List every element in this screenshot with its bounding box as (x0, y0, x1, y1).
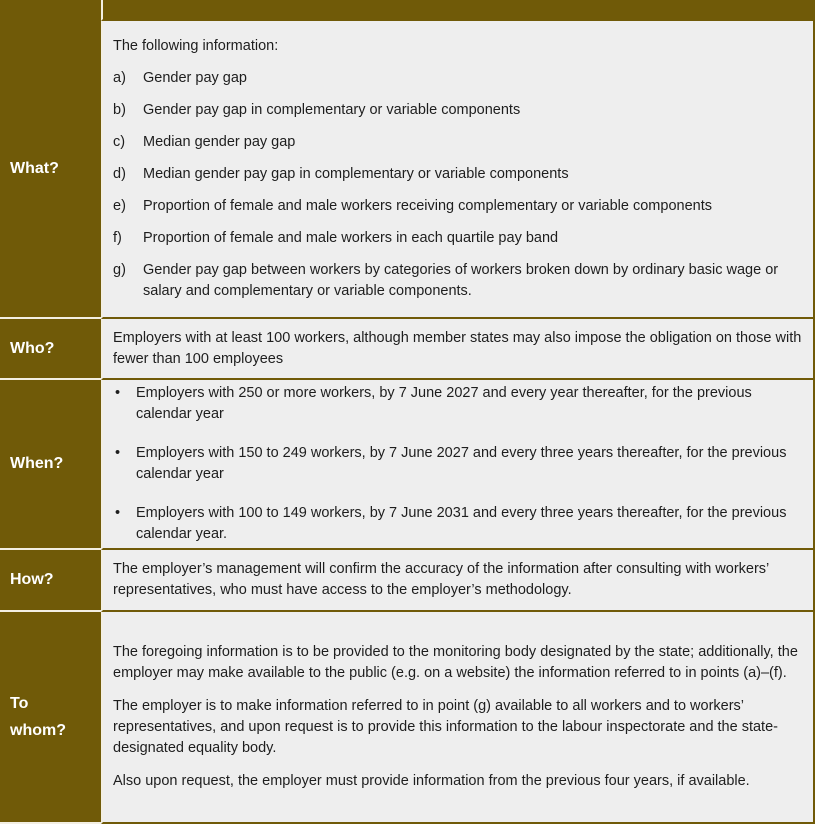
list-text: Employers with 100 to 149 workers, by 7 June 2031 and every three years thereafter, for the previous calendar year. (136, 505, 787, 542)
list-item (113, 132, 803, 153)
row-label-to-whom-text (10, 690, 66, 744)
to-whom-paragraph: Also upon request, the employer must provide information from the previous four years, if available. (113, 773, 750, 789)
list-text: Employers with 250 or more workers, by 7 June 2027 and every year thereafter, for the previous calendar year (136, 385, 752, 422)
list-marker: e) (113, 198, 126, 214)
bullet-marker: • (115, 505, 121, 521)
row-label-who (0, 319, 101, 380)
list-item (113, 100, 803, 121)
to-whom-paragraph: The employer is to make information referred to in point (g) available to all workers and to workers’ representatives, and upon request is to provide this information to the labour inspectorate and the state-designated equality body. (113, 698, 778, 756)
list-item (113, 164, 803, 185)
row-label-to-whom (0, 612, 101, 824)
list-text: Gender pay gap in complementary or variable components (143, 102, 521, 118)
list-text: Median gender pay gap (143, 134, 296, 150)
row-content-to-whom (101, 612, 815, 824)
row-label-to-whom-line1: To (10, 695, 29, 712)
row-content-how (101, 550, 815, 612)
row-label-to-whom-line2: whom? (10, 722, 66, 739)
list-marker: d) (113, 166, 126, 182)
list-marker: a) (113, 70, 126, 86)
to-whom-paragraph: The foregoing information is to be provided to the monitoring body designated by the state; additionally, the employer may make available to the public (e.g. on a website) the information referred to in points (a)–(f). (113, 644, 798, 681)
who-text: Employers with at least 100 workers, although member states may also impose the obligation on those with fewer than 100 employees (113, 329, 802, 367)
list-item (113, 383, 803, 425)
row-label-what (0, 21, 101, 319)
row-content-who (101, 319, 815, 380)
list-marker: c) (113, 134, 126, 150)
list-text: Proportion of female and male workers receiving complementary or variable components (143, 198, 712, 214)
table-header-right (101, 0, 815, 21)
table-header-left (0, 0, 101, 21)
what-list (113, 57, 803, 302)
row-label-how (0, 550, 101, 612)
row-label-when-text: When? (10, 455, 64, 472)
row-label-who-text: Who? (10, 339, 55, 357)
list-text: Median gender pay gap in complementary or variable components (143, 166, 569, 182)
list-item (113, 228, 803, 249)
list-marker: f) (113, 230, 122, 246)
list-text: Gender pay gap (143, 70, 247, 86)
list-item (113, 260, 803, 302)
row-label-when (0, 380, 101, 550)
row-label-what-text: What? (10, 160, 59, 177)
list-item (113, 443, 803, 485)
what-intro: The following information: (113, 38, 279, 54)
list-text: Employers with 150 to 249 workers, by 7 June 2027 and every three years thereafter, for the previous calendar year (136, 445, 787, 482)
list-text: Gender pay gap between workers by categories of workers broken down by ordinary basic wage or salary and complementary or variable components. (143, 262, 779, 299)
row-label-how-text: How? (10, 571, 54, 588)
list-item (113, 68, 803, 89)
bullet-marker: • (115, 445, 121, 461)
list-marker: b) (113, 102, 126, 118)
list-text: Proportion of female and male workers in each quartile pay band (143, 230, 559, 246)
list-marker: g) (113, 262, 126, 278)
list-item (113, 503, 803, 545)
how-text: The employer’s management will confirm the accuracy of the information after consulting with workers’ representatives, who must have access to the employer’s methodology. (113, 561, 769, 598)
row-content-what (101, 21, 815, 319)
row-content-when (101, 380, 815, 550)
list-item (113, 196, 803, 217)
bullet-marker: • (115, 385, 121, 401)
